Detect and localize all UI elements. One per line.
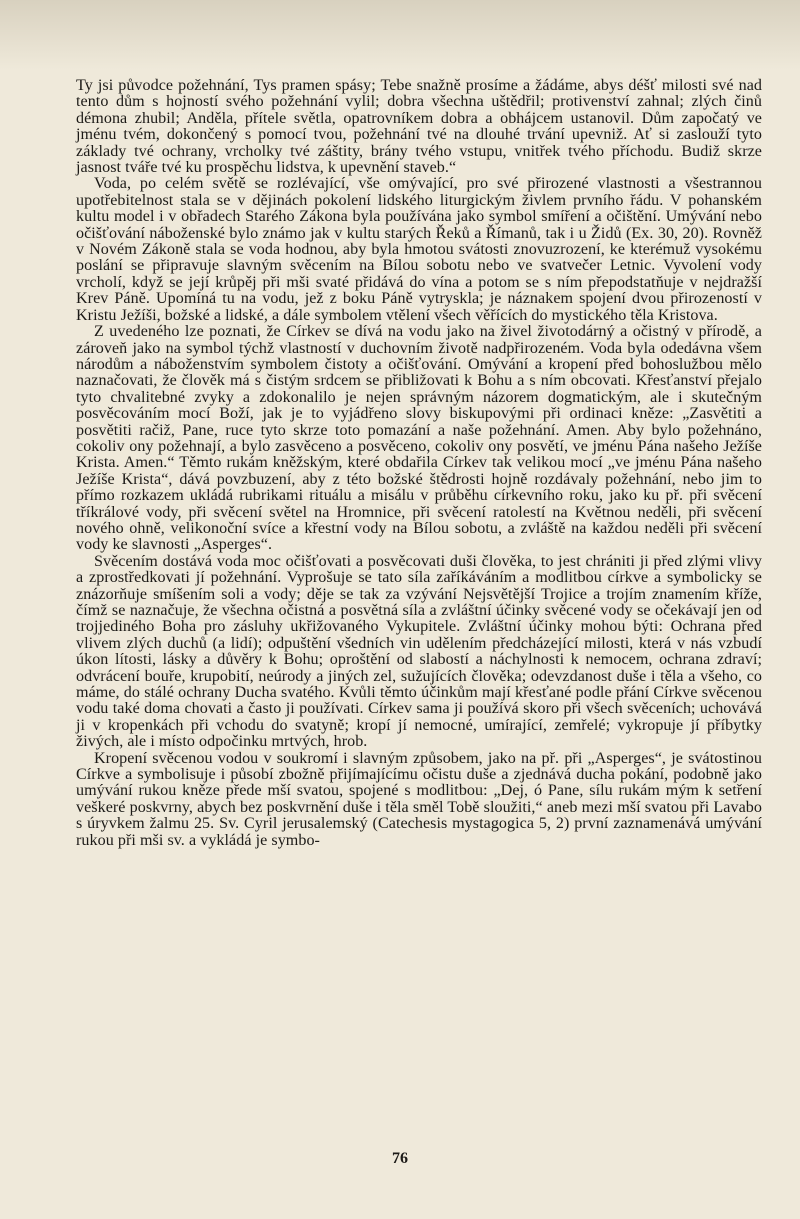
body-text	[76, 78, 762, 849]
paragraph-4: Svěcením dostává voda moc očišťovati a posvěcovati duši člověka, to jest chrániti ji před zlými vlivy a zprostředkovati jí požehnání. Vyprošuje se tato síla zaříkáváním a modlitbou církve a symbolicky se znázorňuje smíšením soli a vody; děje se tak za vzývání Nejsvětější Trojice a trojím znamením kříže, čímž se naznačuje, že všechna očistná a posvětná síla a zvláštní účinky svěcené vody se očekávají jen od trojjediného Boha pro zásluhy ukřižovaného Vykupitele. Zvláštní účinky mohou býti: Ochrana před vlivem zlých duchů (a lidí); odpuštění všedních vin udělením předcházející milosti, která v nás vzbudí úkon lítosti, lásky a důvěry k Bohu; oproštění od slabostí a náchylnosti k nemocem, ochrana zdraví; odvrácení bouře, krupobití, neúrody a jiných zel, sužujících člověka; odevzdanost duše i těla a všeho, co máme, do stálé ochrany Ducha svatého. Kvůli těmto účinkům mají křesťané podle přání Církve svěcenou vodu také doma chovati a často ji používati. Církev sama ji používá skoro při všech svěceních; uchovává ji v kropenkách při vchodu do svatyně; kropí jí nemocné, umírající, zemřelé; vykropuje jí příbytky živých, ale i místo odpočinku mrtvých, hrob.	[76, 552, 762, 751]
paragraph-3: Z uvedeného lze poznati, že Církev se dívá na vodu jako na živel životodárný a očistný v přírodě, a zároveň jako na symbol týchž vlastností v duchovním životě nadpřirozeném. Voda byla odedávna všem národům a náboženstvím symbolem čistoty a očišťování. Omývání a kropení před bohoslužbou mělo naznačovati, že člověk má s čistým srdcem se přibližovati k Bohu a s ním obcovati. Křesťanství přejalo tyto chvalitebné zvyky a zdokonalilo je nejen správným názorem dogmatickým, ale i skutečným posvěcováním mocí Boží, jak je to vyjádřeno slovy biskupovými při ordinaci kněze: „Zasvětiti a posvětiti račiž, Pane, ruce tyto skrze toto pomazání a naše požehnání. Amen. Aby bylo požehnáno, cokoliv ony požehnají, a bylo zasvěceno a posvěceno, cokoliv ony posvětí, ve jménu Pána našeho Ježíše Krista. Amen.“ Těmto rukám kněžským, které obdařila Církev tak velikou mocí „ve jménu Pána našeho Ježíše Krista“, dává povzbuzení, aby z této božské štědrosti hojně rozdávaly požehnání, nebo jim to přímo rozkazem ukládá rubrikami rituálu a misálu v průběhu církevního roku, jako ku př. při svěcení tříkrálové vody, při svěcení světel na Hromnice, při svěcení ratolestí na Květnou neděli, při svěcení nového ohně, velikonoční svíce a křestní vody na Bílou sobotu, a zvláště na každou neděli při svěcení vody ke slavnosti „Asperges“.	[76, 323, 762, 554]
page-number: 76	[392, 1150, 408, 1167]
paragraph-2: Voda, po celém světě se rozlévající, vše omývající, pro své přirozené vlastnosti a všestrannou upotřebitelnost stala se v dějinách pokolení lidského liturgickým živlem prvního řádu. V pohanském kultu model i v obřadech Starého Zákona byla používána jako symbol smíření a očištění. Umývání nebo očišťování náboženské bylo známo jak v kultu starých Řeků a Římanů, tak i u Židů (Ex. 30, 20). Rovněž v Novém Zákoně stala se voda hodnou, aby byla hmotou svátosti znovuzrození, ke kterémuž vysokému poslání se připravuje slavným svěcením na Bílou sobotu nebo ve svatvečer Letnic. Vyvolení vody vrcholí, když se její krůpěj při mši svaté přidává do vína a potom se s ním přepodstatňuje v nejdražší Krev Páně. Upomíná tu na vodu, jež z boku Páně vytryskla; je náznakem spojení dvou přirozeností v Kristu Ježíši, božské a lidské, a dále symbolem vtělení všech věřících do mystického těla Kristova.	[76, 175, 762, 324]
paragraph-5: Kropení svěcenou vodou v soukromí i slavným způsobem, jako na př. při „Asperges“, je svátostinou Církve a symbolisuje i působí zbožně přijímajícímu očistu duše a zjednává ducha pokání, podobně jako umývání rukou kněze přede mší svatou, spojené s modlitbou: „Dej, ó Pane, sílu rukám mým k setření veškeré poskvrny, abych bez poskvrnění duše i těla směl Tobě sloužiti,“ aneb mezi mší svatou při Lavabo s úryvkem žalmu 25. Sv. Cyril jerusalemský (Catechesis mystagogica 5, 2) první zaznamenává umývání rukou při mši sv. a vykládá je symbo-	[76, 749, 762, 849]
paragraph-1: Ty jsi původce požehnání, Tys pramen spásy; Tebe snažně prosíme a žádáme, abys déšť milosti své nad tento dům s hojností svého požehnání vylil; dobra všechna uštědřil; protivenství zahnal; zlých činů démona zhubil; Anděla, přítele světla, opatrovníkem dobra a obhájcem ustanovil. Dům započatý ve jménu tvém, dokončený s pomocí tvou, požehnání tvé na dlouhé trvání upevniž. Ať si zaslouží tyto základy tvé ochrany, vrcholky tvé záštity, brány tvého vstupu, vnitřek tvého příchodu. Budiž skrze jasnost tváře tvé ku prospěchu lidstva, k upevnění staveb.“	[76, 77, 762, 177]
page-top-edge-stain	[0, 0, 800, 70]
